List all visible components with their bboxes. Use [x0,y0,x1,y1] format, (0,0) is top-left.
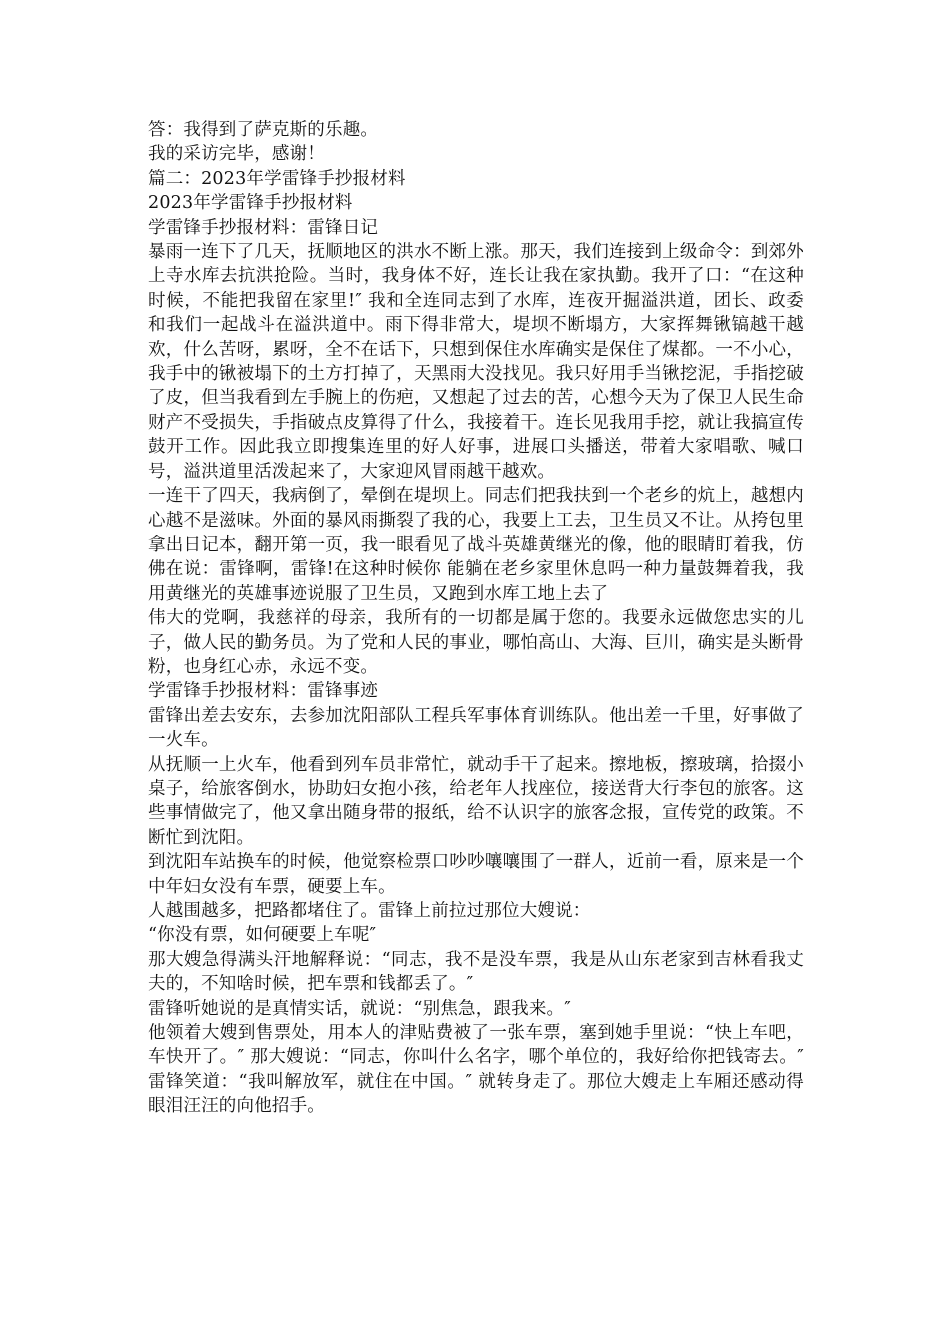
section-heading: 篇二：2023年学雷锋手抄报材料 [148,168,406,189]
diary-paragraph-1: 暴雨一连下了几天，抚顺地区的洪水不断上涨。那天，我们连接到上级命令：到郊外上寺水库去抗洪抢险。当时，我身体不好，连长让我在家执勤。我开了口：“在这种时候，不能把我留在家里!″ 我和全连同志到了水库，连夜开掘溢洪道，团长、政委和我们一起战斗在溢洪道中。雨下得非常大，堤坝不断塌方，大家挥舞锹镐越干越欢，什么苦呀，累呀，全不在话下，只想到保住水库确实是保住了煤都。一不小心，我手中的锹被塌下的土方打掉了，天黑雨大没找见。我只好用手当锹挖泥，手指挖破了皮，但当我看到左手腕上的伤疤，又想起了过去的苦，心想今天为了保卫人民生命财产不受损失，手指破点皮算得了什么，我接着干。连长见我用手挖，就让我搞宣传鼓开工作。因此我立即搜集连里的好人好事，进展口头播送，带着大家唱歌、喊口号，溢洪道里活泼起来了，大家迎风冒雨越干越欢。 [148,242,804,482]
subheading-diary: 学雷锋手抄报材料：雷锋日记 [148,217,379,238]
diary-paragraph-2: 一连干了四天，我病倒了，晕倒在堤坝上。同志们把我扶到一个老乡的炕上，越想内心越不是滋味。外面的暴风雨撕裂了我的心，我要上工去，卫生员又不让。从挎包里拿出日记本，翻开第一页，我一眼看见了战斗英雄黄继光的像，他的眼睛盯着我，仿佛在说：雷锋啊，雷锋!在这种时候你 能躺在老乡家里休息吗一种力量鼓舞着我，我用黄继光的英雄事迹说服了卫生员，又跑到水库工地上去了 [148,486,804,604]
deeds-quote-1: “你没有票，如何硬要上车呢″ [148,925,377,946]
deeds-paragraph-4: 人越围越多，把路都堵住了。雷锋上前拉过那位大嫂说： [148,901,591,921]
document-page [148,118,804,1119]
diary-paragraph-3: 伟大的党啊，我慈祥的母亲，我所有的一切都是属于您的。我要永远做您忠实的儿子，做人民的勤务员。为了党和人民的事业，哪怕高山、大海、巨川，确实是头断骨粉，也身红心赤，永远不变。 [148,608,804,677]
closing-line: 我的采访完毕，感谢！ [148,144,325,165]
deeds-paragraph-6: 雷锋听她说的是真情实话，就说：“别焦急，跟我来。″ [148,998,571,1019]
deeds-paragraph-5: 那大嫂急得满头汗地解释说：“同志，我不是没车票，我是从山东老家到吉林看我丈夫的，不知啥时候，把车票和钱都丢了。″ [148,949,804,995]
deeds-paragraph-3: 到沈阳车站换车的时候，他觉察检票口吵吵嚷嚷围了一群人，近前一看，原来是一个中年妇女没有车票，硬要上车。 [148,852,804,897]
deeds-paragraph-2: 从抚顺一上火车，他看到列车员非常忙，就动手干了起来。擦地板，擦玻璃，拾掇小桌子，给旅客倒水，协助妇女抱小孩，给老年人找座位，接送背大行李包的旅客。这些事情做完了，他又拿出随身带的报纸，给不认识字的旅客念报，宣传党的政策。不断忙到沈阳。 [148,754,804,848]
document-title: 2023年学雷锋手抄报材料 [148,193,353,214]
answer-line: 答：我得到了萨克斯的乐趣。 [148,120,379,140]
subheading-deeds: 学雷锋手抄报材料：雷锋事迹 [148,681,379,702]
deeds-paragraph-1: 雷锋出差去安东，去参加沈阳部队工程兵军事体育训练队。他出差一千里，好事做了一火车。 [148,705,804,751]
deeds-paragraph-7: 他领着大嫂到售票处，用本人的津贴费被了一张车票，塞到她手里说：“快上车吧，车快开了。″ 那大嫂说：“同志，你叫什么名字，哪个单位的，我好给你把钱寄去。″ 雷锋笑道：“我叫解放军，就住在中国。″ 就转身走了。那位大嫂走上车厢还感动得眼泪汪汪的向他招手。 [148,1023,804,1117]
